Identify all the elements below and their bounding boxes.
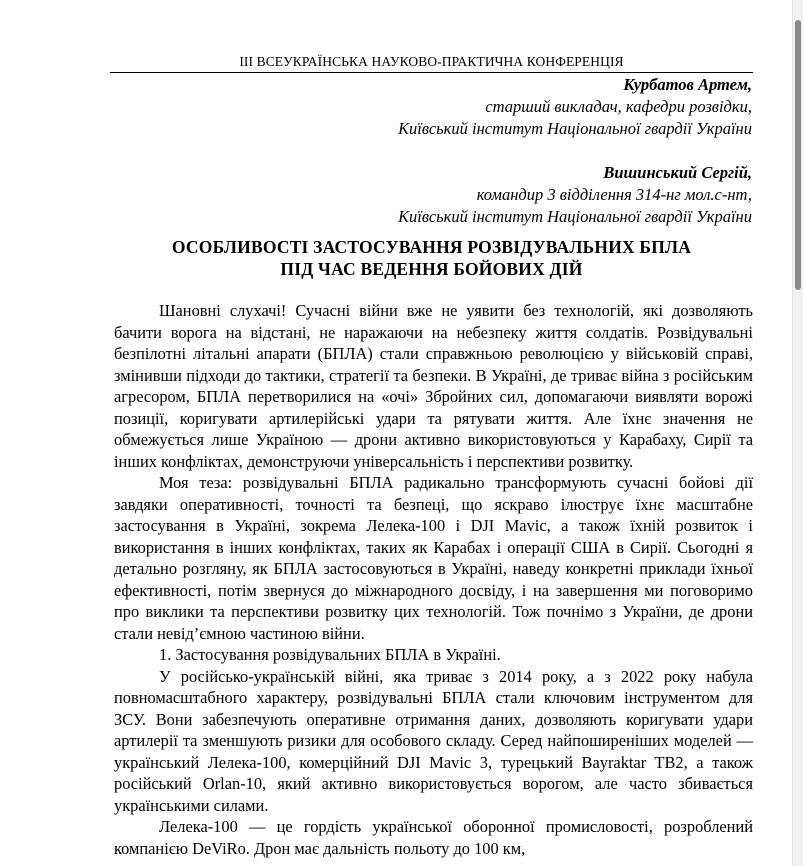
title-line: ОСОБЛИВОСТІ ЗАСТОСУВАННЯ РОЗВІДУВАЛЬНИХ БПЛА <box>171 237 692 257</box>
section-heading: 1. Застосування розвідувальних БПЛА в Україні. <box>159 645 501 664</box>
author-block <box>110 74 752 228</box>
author-institution: Київський інститут Національної гвардії України <box>398 119 752 138</box>
scrollbar-thumb[interactable] <box>795 20 801 290</box>
body-text <box>114 300 753 859</box>
author-name: Вишинський Сергій, <box>603 163 752 182</box>
paper-title <box>110 236 753 280</box>
vertical-scrollbar[interactable] <box>792 0 803 866</box>
header-rule <box>110 72 753 73</box>
running-header: ІІІ ВСЕУКРАЇНСЬКА НАУКОВО-ПРАКТИЧНА КОНФЕРЕНЦІЯ <box>239 54 624 69</box>
title-line: ПІД ЧАС ВЕДЕННЯ БОЙОВИХ ДІЙ <box>280 259 583 279</box>
paragraph: Лелека-100 — це гордість української оборонної промисловості, розроблений компанією DeViRo. Дрон має дальність польоту до 100 км, <box>114 817 753 858</box>
paragraph: У російсько-українській війні, яка триває з 2014 року, а з 2022 року набула повномасштабного характеру, розвідувальні БПЛА стали ключовим інструментом для ЗСУ. Вони забезпечують оперативне отримання даних, дозволяють коригувати удари артилерії та зменшують ризики для особового складу. Серед найпоширеніших моделей — український Лелека-100, комерційний DJI Mavic 3, турецький Bayraktar TB2, а також російський Orlan-10, який активно використовується ворогом, але часто збивається українськими силами. <box>114 666 753 815</box>
author-name: Курбатов Артем, <box>623 75 752 94</box>
paragraph: Шановні слухачі! Сучасні війни вже не уявити без технологій, які дозволяють бачити ворога на відстані, не наражаючи на небезпеку життя солдатів. Розвідувальні безпілотні літальні апарати (БПЛА) стали справжньою революцією у військовій справі, змінивши підходи до тактики, стратегії та безпеки. В Україні, де триває війна з російським агресором, БПЛА перетворилися на «очі» Збройних сил, допомагаючи виявляти ворожі позиції, коригувати артилерійські удари та рятувати життя. Але їхнє значення не обмежується лише Україною — дрони активно використовуються у Карабаху, Сирії та інших конфліктах, демонструючи універсальність і перспективи розвитку. <box>114 301 753 471</box>
author-position: командир 3 відділення 314-нг мол.с-нт, <box>476 185 752 204</box>
author-institution: Київський інститут Національної гвардії України <box>398 207 752 226</box>
author-position: старший викладач, кафедри розвідки, <box>485 97 752 116</box>
author-spacer <box>110 140 752 162</box>
paragraph: Моя теза: розвідувальні БПЛА радикально трансформують сучасні бойові дії завдяки оперативності, точності та безпеці, що яскраво ілюструє їхнє масштабне застосування в Україні, зокрема Лелека-100 і DJI Mavic, а також їхній розвиток і використання в інших конфліктах, таких як Карабах і операції США в Сирії. Сьогодні я детально розгляну, як БПЛА застосовуються в Україні, наведу конкретні приклади їхньої ефективності, потім звернуся до міжнародного досвіду, і на завершення ми поговоримо про виклики та перспективи розвитку цих технологій. Тож почнімо з України, де дрони стали невід’ємною частиною війни. <box>114 473 753 643</box>
